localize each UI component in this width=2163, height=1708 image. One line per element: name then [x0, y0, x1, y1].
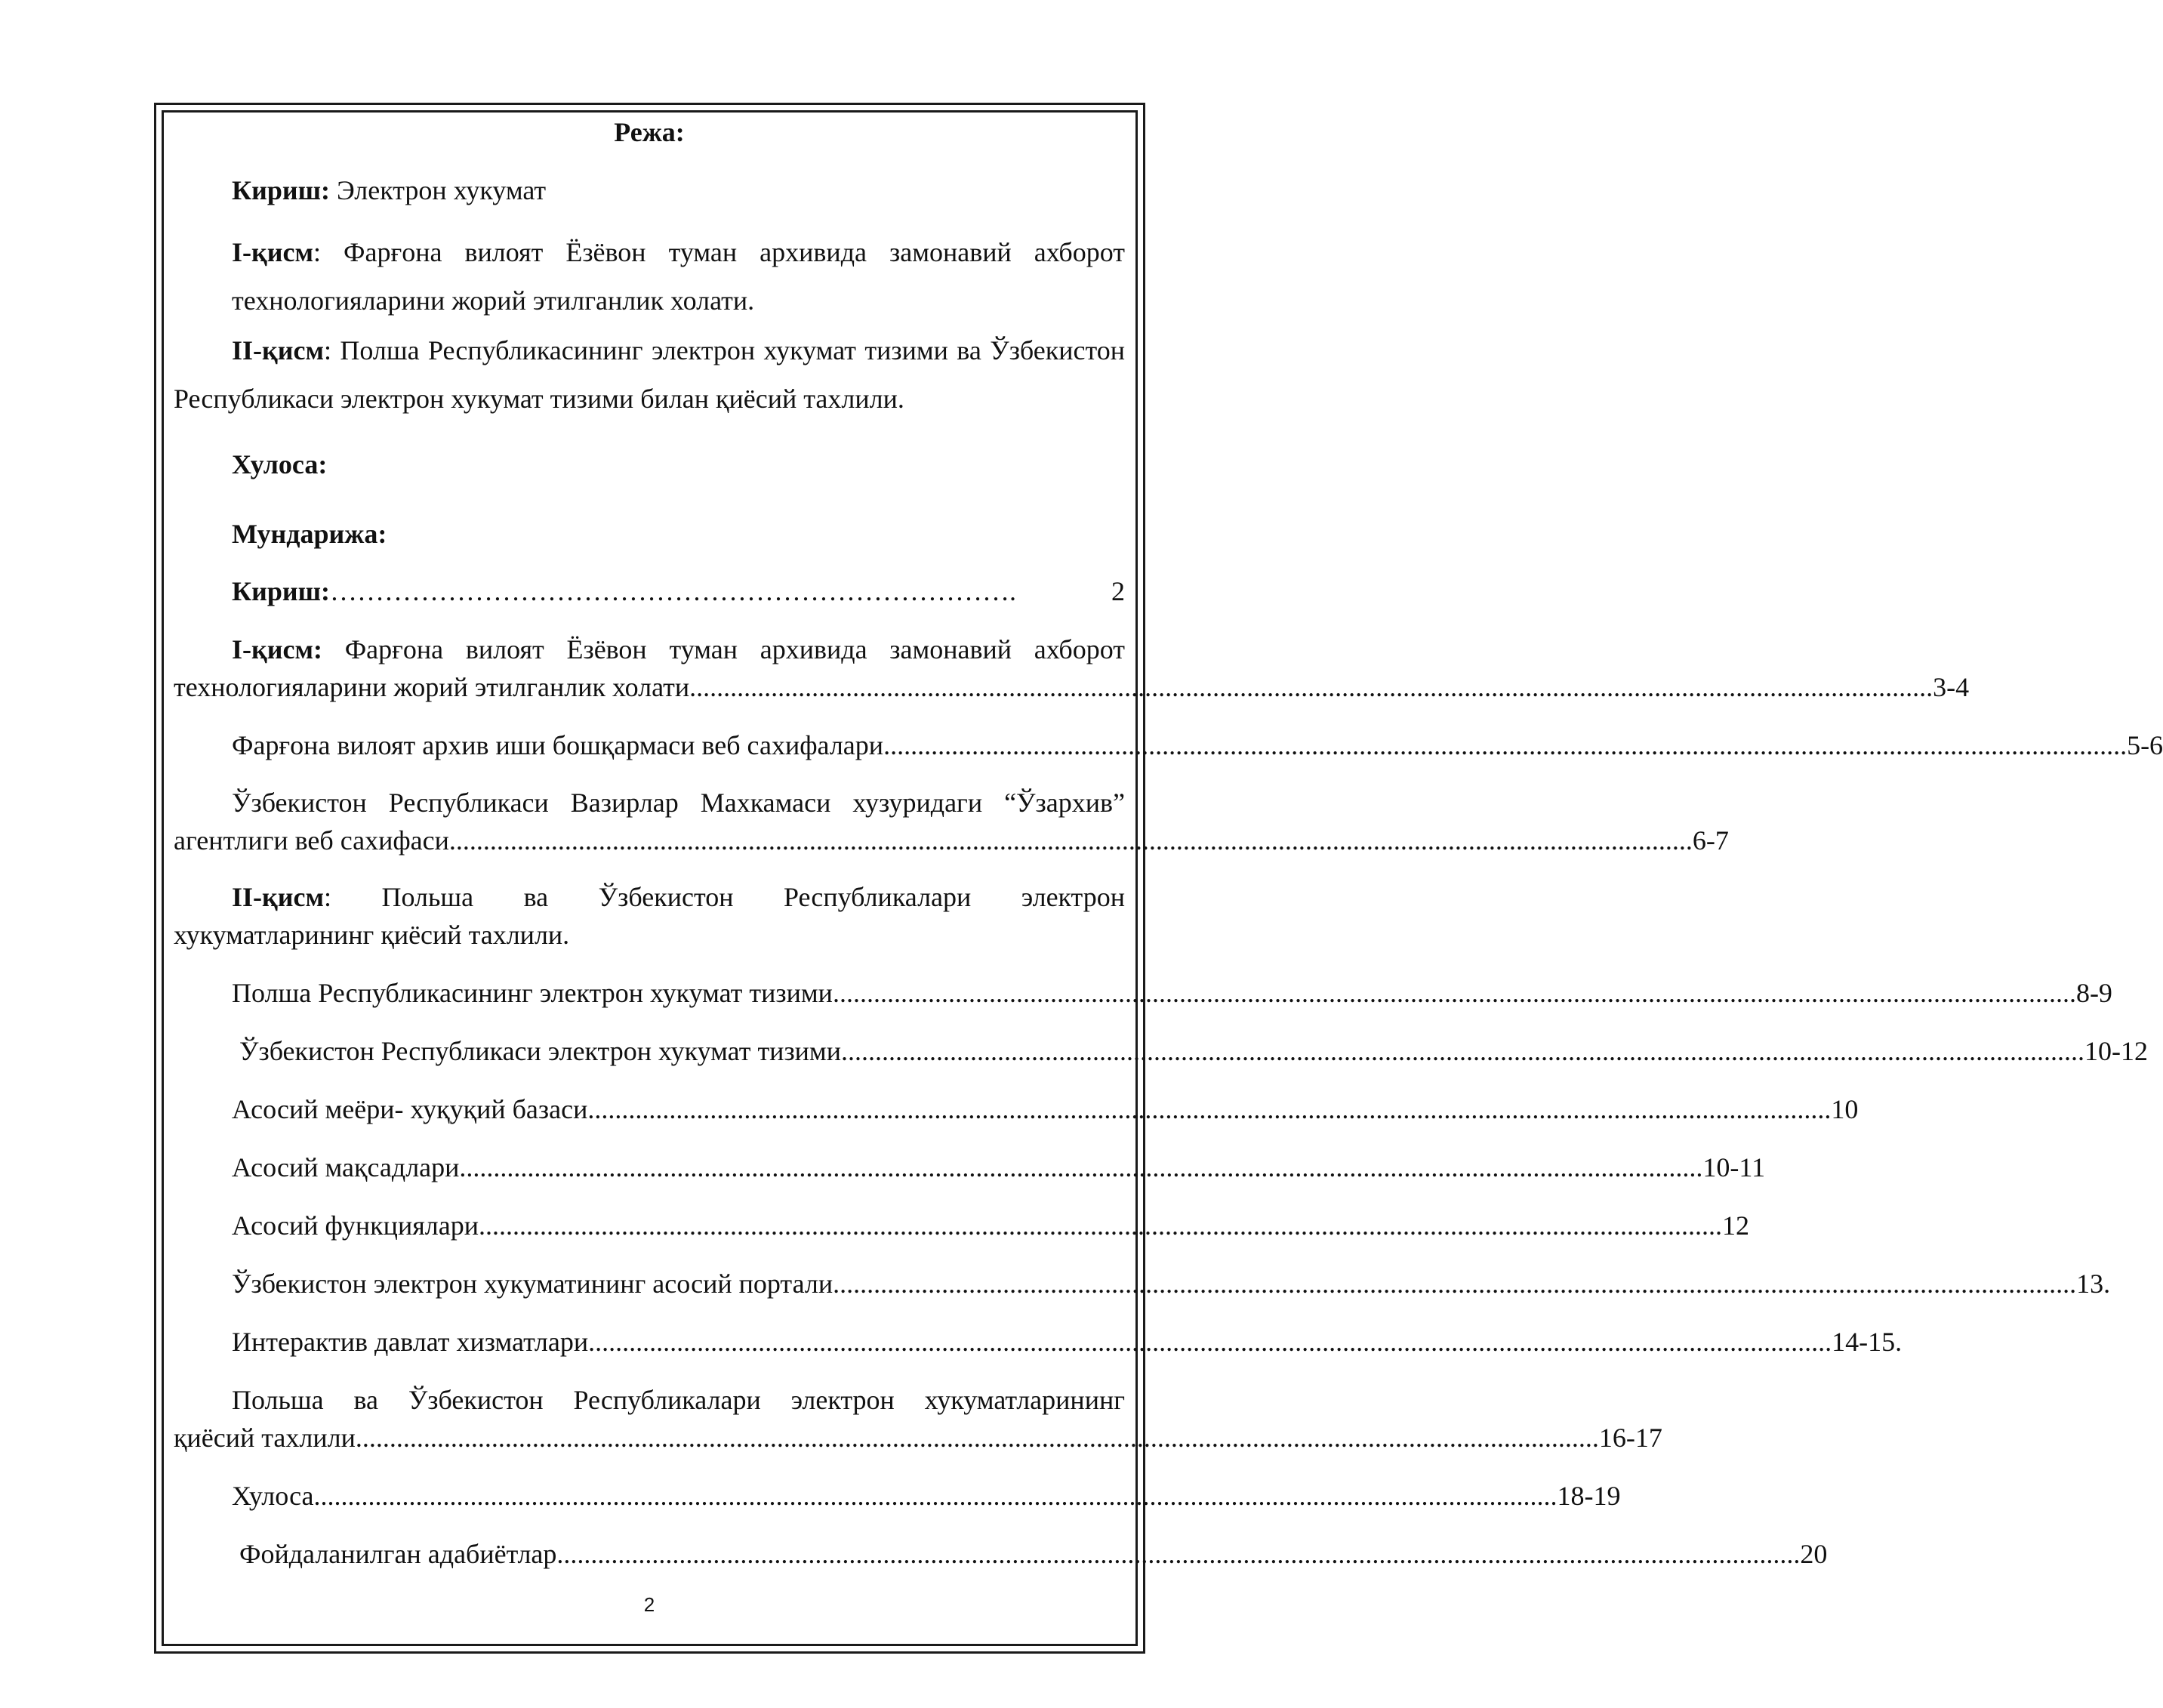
toc-dots: ....................................................................................................................................................................................... — [313, 1481, 1558, 1511]
toc-part1-page: 3-4 — [1933, 672, 1970, 702]
toc-dots: ....................................................................................................................................................................................... — [587, 1094, 1832, 1124]
toc-item: Асосий мақсадлари ....................................................................................................................................................................................... 10-11 — [232, 1148, 1117, 1207]
toc-intro-label: Кириш: — [232, 576, 330, 606]
toc-dots: ....................................................................................................................................................................................... — [832, 978, 2076, 1008]
toc-items — [174, 974, 2148, 1381]
toc-web-pages: Фарғона вилоят архив иши бошқармаси веб сахифалари ....................................................................................................................................................................................... 5-6 — [174, 726, 1117, 764]
plan-intro-text: Электрон хукумат — [330, 175, 547, 205]
toc-item: Полша Республикасининг электрон хукумат тизими ....................................................................................................................................................................................... 8-9 — [232, 974, 1087, 1032]
plan-part2-label: II-қисм — [232, 335, 324, 365]
toc-dots: ....................................................................................................................................................................................... — [459, 1152, 1703, 1182]
plan-conclusion: Хулоса: — [232, 449, 328, 479]
toc-part2-label: II-қисм — [232, 882, 324, 912]
toc-item: Интерактив давлат хизматлари ....................................................................................................................................................................................... 14-15. — [232, 1323, 1125, 1381]
toc-part2-line1: II-қисм: Польша ва Ўзбекистон Республикалари электрон — [232, 882, 1125, 912]
page-number: 2 — [643, 1593, 655, 1616]
toc-dots: ....................................................................................................................................................................................... — [556, 1539, 1801, 1569]
toc-dots: ....................................................................................................................................................................................... — [833, 1269, 2077, 1299]
toc-intro-dots: …………………………………………………………………. — [330, 576, 1016, 606]
toc-intro-page: 2 — [1111, 576, 1125, 606]
plan-intro — [174, 171, 1125, 209]
toc-dots: ....................................................................................................................................................................................... — [448, 825, 1693, 856]
plan-part2-text: : Полша Республикасининг электрон хукумат тизими ва Ўзбекистон Республикаси электрон хукумат тизими билан қиёсий тахлили. — [174, 335, 1125, 414]
toc-item: Ўзбекистон Республикаси электрон хукумат тизими ....................................................................................................................................................................................... 10-12 — [232, 1032, 1117, 1090]
toc-part2-line2: хукуматларининг қиёсий тахлили. — [174, 920, 570, 950]
plan-part1-text: : Фарғона вилоят Ёзёвон туман архивида замонавий ахборот технологияларини жорий этилганлик холати. — [232, 237, 1125, 316]
plan-part1 — [174, 228, 1125, 325]
toc-conclusion: Хулоса ....................................................................................................................................................................................... 18-19 — [174, 1477, 1117, 1515]
toc-part1-line1: I-қисм: Фарғона вилоят Ёзёвон туман архивида замонавий ахборот — [232, 634, 1125, 664]
toc-compare — [174, 1381, 1662, 1457]
toc-uzarchive — [174, 784, 1729, 859]
toc-dots: ....................................................................................................................................................................................... — [478, 1210, 1722, 1241]
toc-part1-line2: технологияларини жорий этилганлик холати ....................................................................................................................................................................................... 3-4 — [174, 668, 1117, 706]
toc-item: Асосий функциялари ....................................................................................................................................................................................... 12 — [232, 1207, 1112, 1265]
toc-uzarchive-line2: агентлиги веб сахифаси ....................................................................................................................................................................................... 6-7 — [174, 822, 1117, 859]
toc-dots: ....................................................................................................................................................................................... — [588, 1327, 1832, 1357]
toc-item: Ўзбекистон электрон хукуматининг асосий портали ....................................................................................................................................................................................... 13. — [232, 1265, 1119, 1323]
toc-dots: ....................................................................................................................................................................................... — [689, 672, 1933, 702]
plan-title: Режа: — [614, 117, 685, 147]
toc-item: Асосий меёри- хуқуқий базаси ....................................................................................................................................................................................... 10 — [232, 1090, 1114, 1148]
toc-uzarchive-line1: Ўзбекистон Республикаси Вазирлар Махкамаси хузуридаги “Ўзархив” — [232, 788, 1125, 818]
toc-title: Мундарижа: — [232, 519, 387, 549]
toc-part1-label: I-қисм: — [232, 634, 322, 664]
toc-compare-line1: Польша ва Ўзбекистон Республикалари электрон хукуматларининг — [232, 1385, 1125, 1415]
toc-intro — [174, 572, 1125, 610]
toc-part1 — [174, 630, 1970, 706]
toc-dots: ....................................................................................................................................................................................... — [355, 1423, 1599, 1453]
toc-compare-line2: қиёсий тахлили ....................................................................................................................................................................................... 16-17 — [174, 1419, 1117, 1457]
plan-part1-label: I-қисм — [232, 237, 313, 267]
toc-dots: ....................................................................................................................................................................................... — [840, 1036, 2084, 1066]
toc-dots: ....................................................................................................................................................................................... — [883, 730, 2128, 760]
plan-intro-label: Кириш: — [232, 175, 330, 205]
toc-references: Фойдаланилган адабиётлар ....................................................................................................................................................................................... 20 — [174, 1535, 1108, 1573]
toc-part2 — [174, 878, 1125, 954]
plan-part2 — [174, 326, 1125, 423]
